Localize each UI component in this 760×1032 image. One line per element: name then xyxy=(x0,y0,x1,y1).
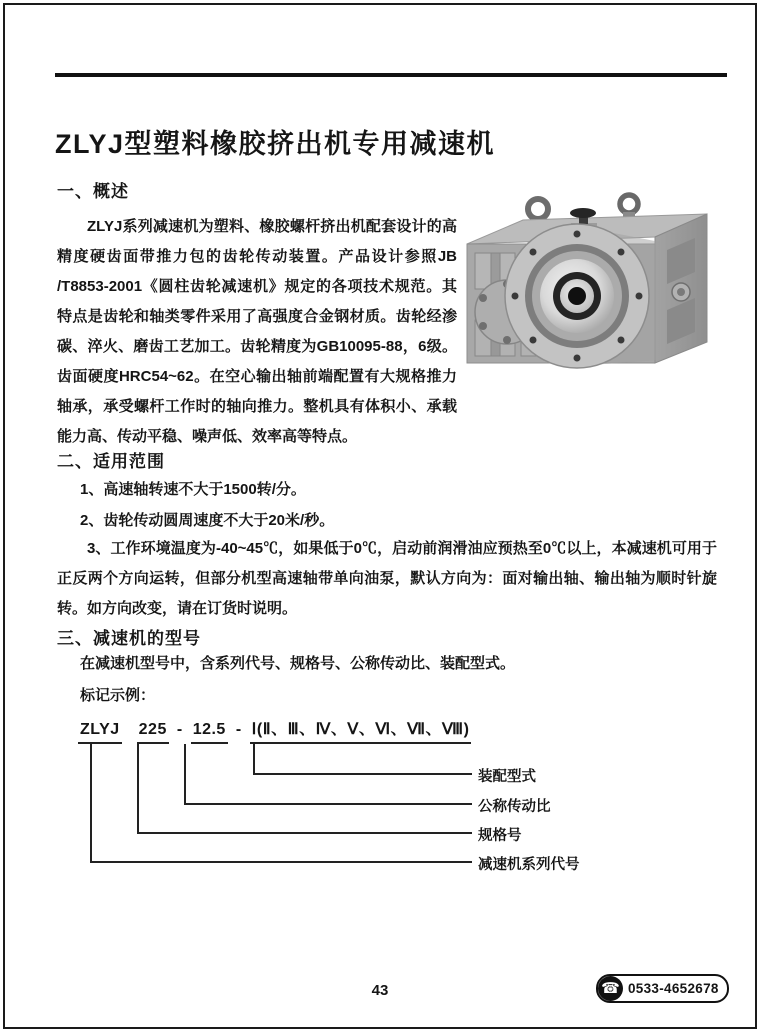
telephone-icon: ☎ xyxy=(598,976,623,1001)
title-rule xyxy=(55,73,727,77)
designation-spec-number: 225 xyxy=(137,721,169,744)
overview-paragraph: ZLYJ系列减速机为塑料、橡胶螺杆挤出机配套设计的高精度硬齿面带推力包的齿轮传动装置。产品设计参照JB /T8853-2001《圆柱齿轮减速机》规定的各项技术规范。其特点是齿轮和轴类零件采用了高强度合金钢材质。齿轮经渗碳、淬火、磨齿工艺加工。齿轮精度为GB10095-88，6级。齿面硬度HRC54~62。在空心输出轴前端配置有大规格推力轴承，承受螺杆工作时的轴向推力。整机具有体积小、承载能力高、传动平稳、噪声低、效率高等特点。 xyxy=(57,218,457,445)
section-heading-model: 三、减速机的型号 xyxy=(57,629,201,648)
scope-item-1: 1、高速轴转速不大于1500转/分。 xyxy=(80,481,306,498)
gearbox-product-photo xyxy=(455,192,730,372)
section-heading-scope: 二、适用范围 xyxy=(57,452,165,471)
model-example-label: 标记示例： xyxy=(80,687,156,704)
diagram-label-series: 减速机系列代号 xyxy=(478,857,580,873)
designation-separator-2: - xyxy=(235,721,242,738)
designation-separator-1: - xyxy=(176,721,183,738)
section-heading-overview: 一、概述 xyxy=(57,182,129,201)
gearbox-illustration xyxy=(455,192,730,372)
page-title: ZLYJ型塑料橡胶挤出机专用减速机 xyxy=(55,129,496,160)
designation-series-code: ZLYJ xyxy=(78,721,122,744)
scope-item-3: 3、工作环境温度为-40~45℃，如果低于0℃，启动前润滑油应预热至0℃以上，本减速机可用于正反两个方向运转，但部分机型高速轴带单向油泵，默认方向为：面对输出轴、输出轴为顺时针旋转。如方向改变，请在订货时说明。 xyxy=(57,540,717,617)
model-description: 在减速机型号中，含系列代号、规格号、公称传动比、装配型式。 xyxy=(80,655,516,672)
diagram-label-ratio: 公称传动比 xyxy=(478,799,551,815)
phone-badge xyxy=(596,974,729,1003)
page-number: 43 xyxy=(371,982,389,999)
diagram-label-assembly: 装配型式 xyxy=(478,769,536,785)
designation-ratio: 12.5 xyxy=(191,721,228,744)
output-flange xyxy=(505,224,660,368)
scope-item-2: 2、齿轮传动圆周速度不大于20米/秒。 xyxy=(80,512,335,529)
connector-assembly xyxy=(253,744,472,775)
phone-number: 0533-4652678 xyxy=(628,981,719,996)
model-designation xyxy=(78,716,471,744)
diagram-label-spec: 规格号 xyxy=(478,828,522,844)
designation-assembly-forms: Ⅰ(Ⅱ、Ⅲ、Ⅳ、Ⅴ、Ⅵ、Ⅶ、Ⅷ) xyxy=(250,716,472,744)
